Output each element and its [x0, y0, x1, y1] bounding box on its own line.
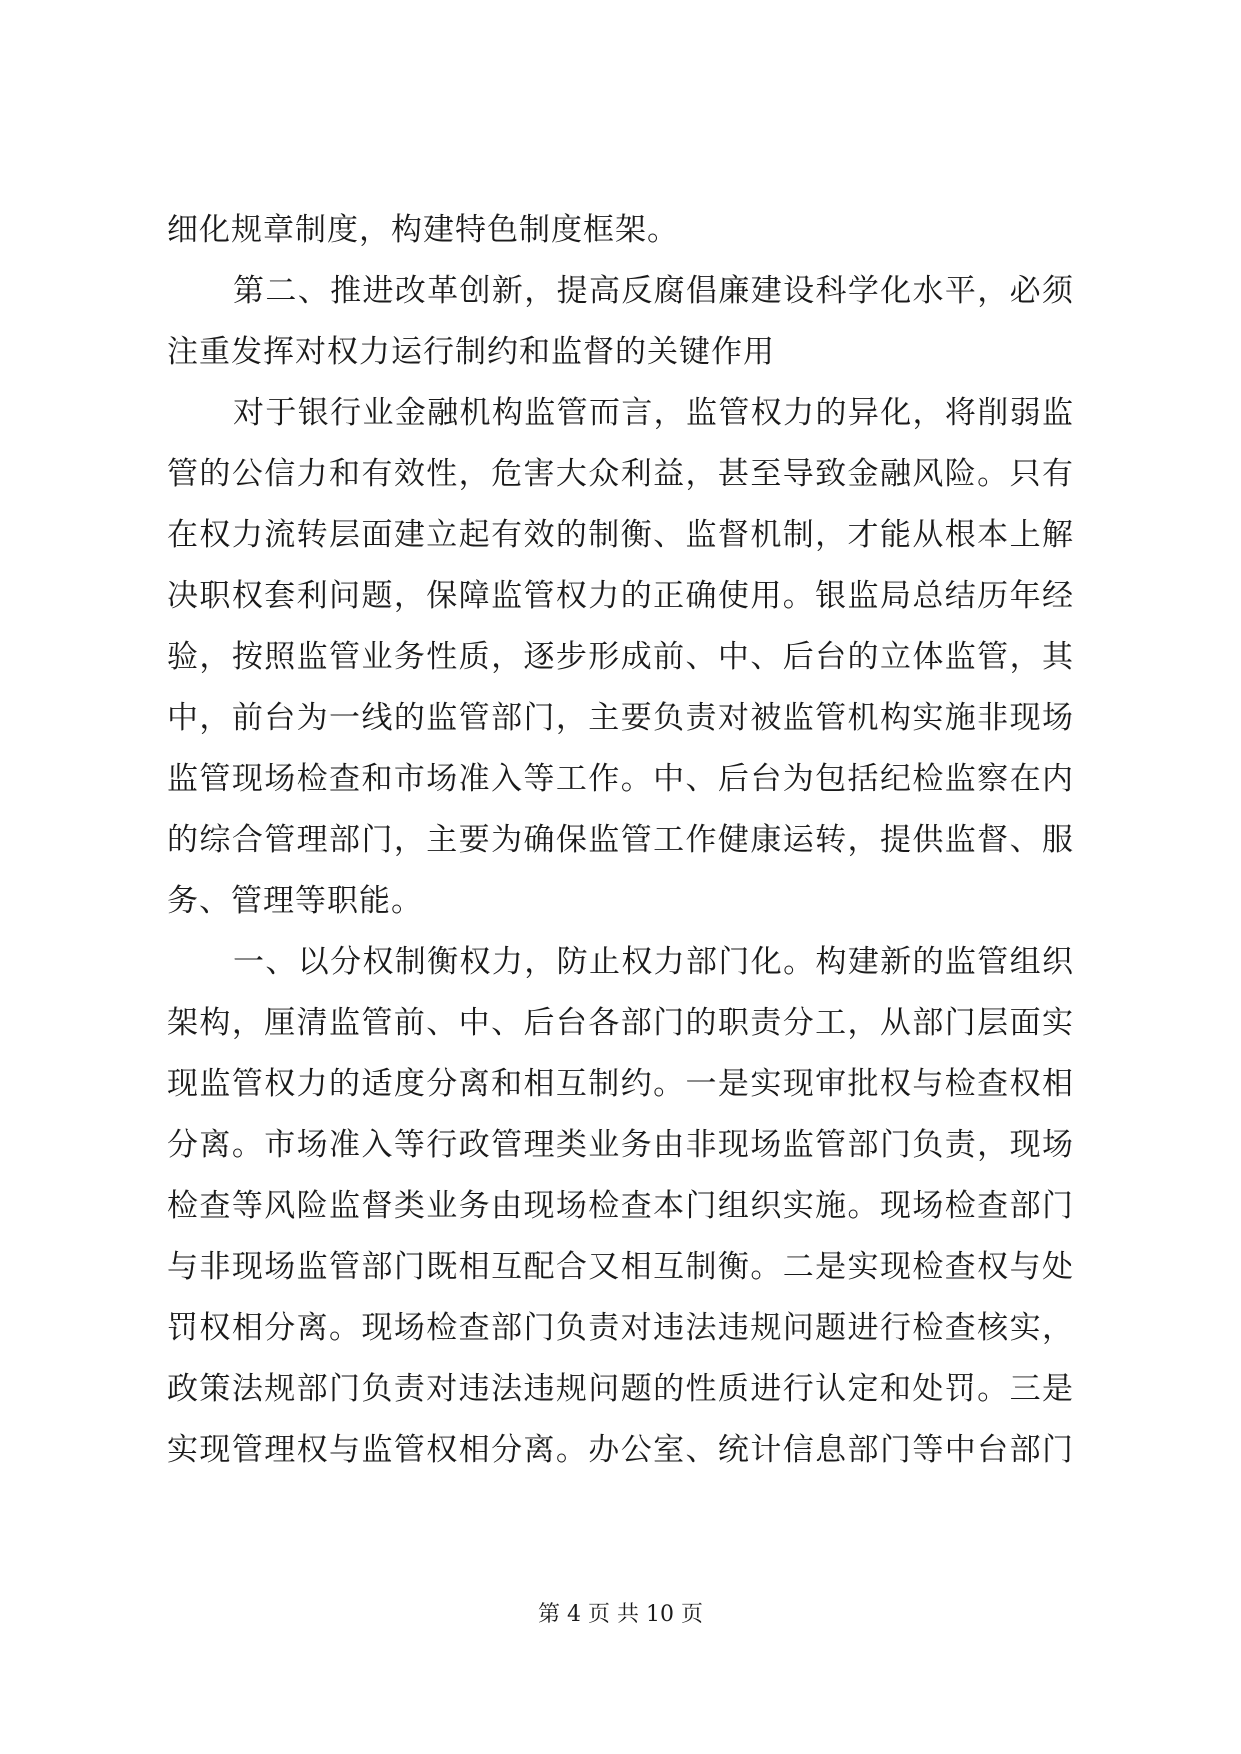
text-line: 实现管理权与监管权相分离。办公室、统计信息部门等中台部门: [167, 1432, 1074, 1468]
text-line: 罚权相分离。现场检查部门负责对违法违规问题进行检查核实，: [167, 1310, 1074, 1346]
page-number-footer: 第 4 页 共 10 页: [538, 1602, 703, 1627]
text-line: 分离。市场准入等行政管理类业务由非现场监管部门负责，现场: [167, 1127, 1074, 1163]
text-line: 现监管权力的适度分离和相互制约。一是实现审批权与检查权相: [167, 1066, 1074, 1102]
text-line: 决职权套利问题，保障监管权力的正确使用。银监局总结历年经: [167, 578, 1074, 614]
text-line: 务、管理等职能。: [167, 883, 423, 919]
text-line: 监管现场检查和市场准入等工作。中、后台为包括纪检监察在内: [167, 761, 1074, 797]
text-line: 的综合管理部门，主要为确保监管工作健康运转，提供监督、服: [167, 822, 1074, 858]
text-line: 管的公信力和有效性，危害大众利益，甚至导致金融风险。只有: [167, 456, 1074, 492]
text-line: 在权力流转层面建立起有效的制衡、监督机制，才能从根本上解: [167, 517, 1074, 553]
text-line: 政策法规部门负责对违法违规问题的性质进行认定和处罚。三是: [167, 1371, 1074, 1407]
text-line: 第二、推进改革创新，提高反腐倡廉建设科学化水平，必须: [233, 273, 1074, 309]
document-body: [167, 200, 1074, 1481]
text-line: 架构，厘清监管前、中、后台各部门的职责分工，从部门层面实: [167, 1005, 1074, 1041]
text-line: 中，前台为一线的监管部门，主要负责对被监管机构实施非现场: [167, 700, 1074, 736]
text-line: 检查等风险监督类业务由现场检查本门组织实施。现场检查部门: [167, 1188, 1074, 1224]
text-line: 验，按照监管业务性质，逐步形成前、中、后台的立体监管，其: [167, 639, 1074, 675]
text-line: 注重发挥对权力运行制约和监督的关键作用: [167, 334, 775, 370]
text-line: 一、以分权制衡权力，防止权力部门化。构建新的监管组织: [233, 944, 1074, 980]
text-line: 对于银行业金融机构监管而言，监管权力的异化，将削弱监: [233, 395, 1074, 431]
text-line: 细化规章制度，构建特色制度框架。: [167, 212, 679, 248]
text-line: 与非现场监管部门既相互配合又相互制衡。二是实现检查权与处: [167, 1249, 1074, 1285]
